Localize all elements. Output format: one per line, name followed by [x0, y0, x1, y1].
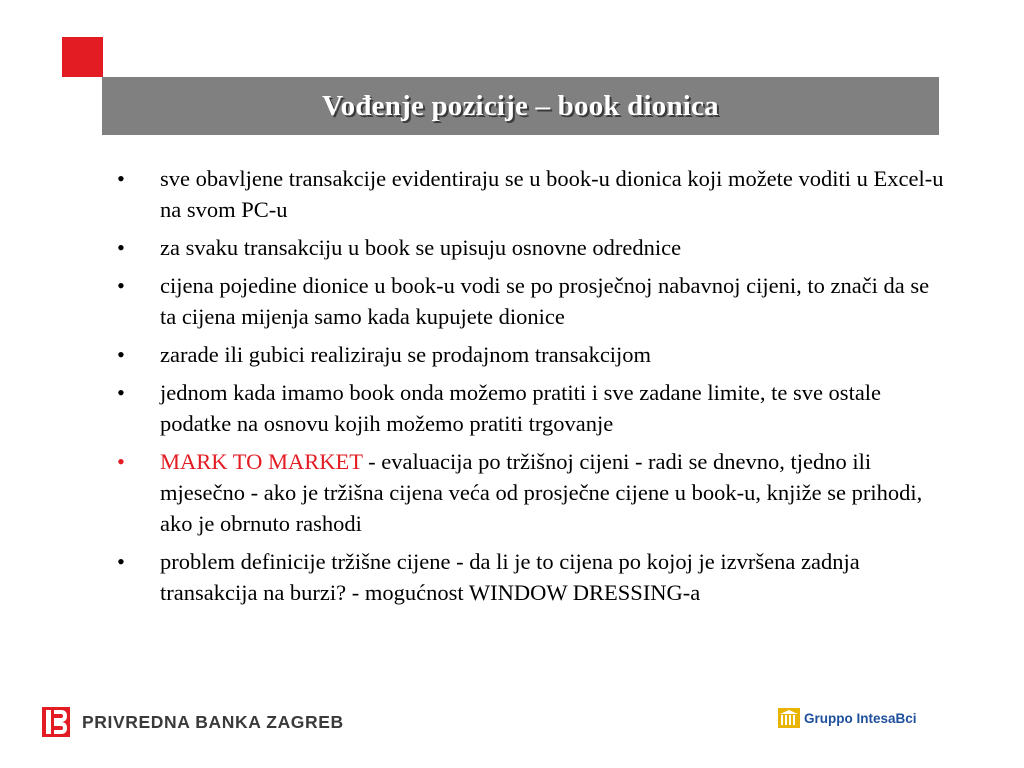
bullet-item	[117, 546, 947, 608]
pbz-logo-icon	[42, 707, 70, 737]
bullet-text: sve obavljene transakcije evidentiraju se u book-u dionica koji možete voditi u Excel-u na svom PC-u	[160, 166, 944, 222]
bullet-icon: •	[117, 166, 125, 191]
bullet-item	[117, 339, 947, 370]
red-accent-square	[62, 37, 103, 77]
bullet-icon: •	[117, 380, 125, 405]
slide-title: Vođenje pozicije – book dionica	[322, 89, 719, 122]
bullet-highlight: MARK TO MARKET	[160, 449, 363, 474]
bullet-icon: •	[117, 449, 125, 474]
intesa-logo-icon	[778, 708, 800, 728]
bullet-text: cijena pojedine dionice u book-u vodi se po prosječnoj nabavnoj cijeni, to znači da se ta cijena mijenja samo kada kupujete dionice	[160, 273, 930, 329]
bullet-icon: •	[117, 273, 125, 298]
bullet-text: problem definicije tržišne cijene - da li je to cijena po kojoj je izvršena zadnja transakcija na burzi? - mogućnost WINDOW DRESSING-a	[160, 549, 860, 605]
group-brand	[778, 708, 917, 728]
bank-name: PRIVREDNA BANKA ZAGREB	[82, 711, 344, 732]
bullet-item	[117, 163, 947, 225]
bullet-item	[117, 270, 947, 332]
bullet-item	[117, 232, 947, 263]
bullet-list	[117, 163, 947, 615]
title-bar	[102, 77, 939, 135]
bullet-item-mark-to-market	[117, 446, 947, 539]
bullet-item	[117, 377, 947, 439]
bullet-text: jednom kada imamo book onda možemo pratiti i sve zadane limite, te sve ostale podatke na osnovu kojih možemo pratiti trgovanje	[160, 380, 882, 436]
bullet-icon: •	[117, 342, 125, 367]
bank-brand	[42, 707, 344, 737]
bullet-icon: •	[117, 549, 125, 574]
bullet-text: zarade ili gubici realiziraju se prodajnom transakcijom	[160, 342, 652, 367]
bullet-icon: •	[117, 235, 125, 260]
bullet-text: - evaluacija po tržišnoj cijeni - radi se dnevno, tjedno ili mjesečno - ako je tržišna cijena veća od prosječne cijene u book-u, knjiže se prihodi, ako je obrnuto rashodi	[160, 449, 923, 536]
bullet-text: za svaku transakciju u book se upisuju osnovne odrednice	[160, 235, 682, 260]
group-name: Gruppo IntesaBci	[804, 710, 917, 726]
